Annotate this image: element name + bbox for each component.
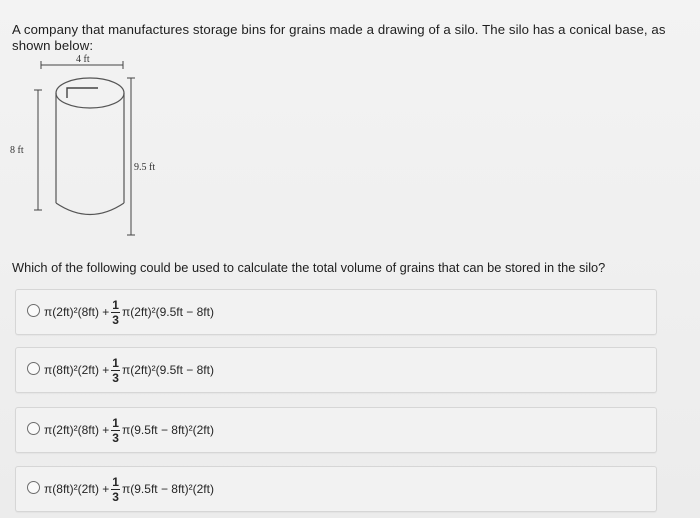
fraction-one-third [111, 417, 120, 444]
fraction-one-third [111, 299, 120, 326]
fraction-numerator: 1 [112, 297, 119, 312]
cone-base [56, 203, 124, 215]
cylinder-top [56, 78, 124, 108]
expression-part-1: π(2ft)²(8ft) + [44, 423, 110, 437]
fraction-denominator: 3 [112, 430, 119, 445]
silo-diagram [10, 50, 170, 250]
answer-choice-4[interactable] [15, 466, 657, 512]
choice-expression [44, 473, 214, 505]
fraction-numerator: 1 [112, 355, 119, 370]
question-text: A company that manufactures storage bins for grains made a drawing of a silo. The silo has a conical base, as shown below: [12, 22, 666, 53]
expression-part-1: π(8ft)²(2ft) + [44, 363, 110, 377]
choice-expression [44, 354, 214, 386]
fraction-denominator: 3 [112, 370, 119, 385]
prompt-text: Which of the following could be used to calculate the total volume of grains that can be stored in the silo? [12, 260, 606, 275]
choice-expression [44, 296, 214, 328]
expression-part-2: π(9.5ft − 8ft)²(2ft) [121, 423, 214, 437]
radio-button[interactable] [27, 304, 40, 317]
answer-choice-1[interactable] [15, 289, 657, 335]
fraction-denominator: 3 [112, 489, 119, 504]
fraction-denominator: 3 [112, 312, 119, 327]
fraction-numerator: 1 [112, 415, 119, 430]
fraction-one-third [111, 476, 120, 503]
radio-button[interactable] [27, 362, 40, 375]
radio-button[interactable] [27, 422, 40, 435]
width-label: 4 ft [76, 54, 90, 65]
expression-part-2: π(2ft)²(9.5ft − 8ft) [121, 363, 214, 377]
radius-marker [67, 88, 98, 98]
expression-part-1: π(2ft)²(8ft) + [44, 305, 110, 319]
fraction-numerator: 1 [112, 474, 119, 489]
fraction-one-third [111, 357, 120, 384]
radio-button[interactable] [27, 481, 40, 494]
answer-choice-2[interactable] [15, 347, 657, 393]
height-label: 8 ft [10, 145, 24, 156]
silo-figure [10, 50, 170, 250]
answer-choice-3[interactable] [15, 407, 657, 453]
total-height-label: 9.5 ft [134, 162, 156, 173]
expression-part-1: π(8ft)²(2ft) + [44, 482, 110, 496]
expression-part-2: π(2ft)²(9.5ft − 8ft) [121, 305, 214, 319]
choice-expression [44, 414, 214, 446]
expression-part-2: π(9.5ft − 8ft)²(2ft) [121, 482, 214, 496]
